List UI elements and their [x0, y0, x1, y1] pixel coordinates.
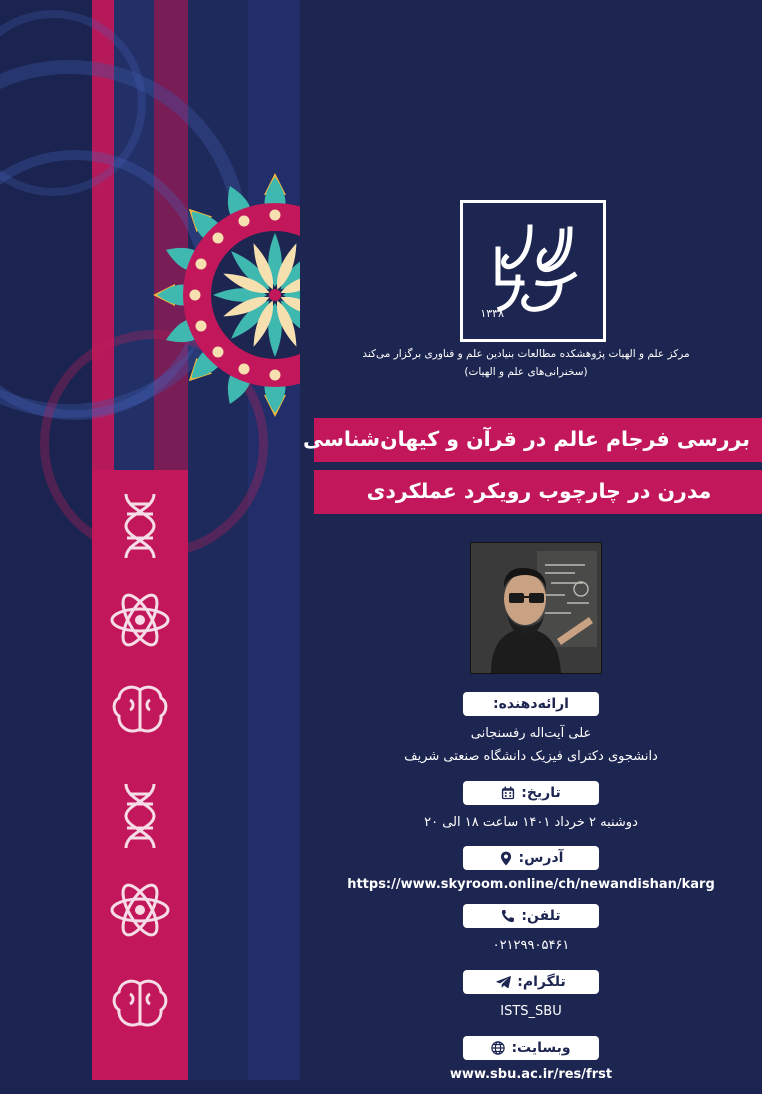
date-label-pill — [463, 781, 599, 805]
date-label: تاریخ: — [521, 784, 561, 801]
address-label-pill — [463, 846, 599, 870]
address-block — [300, 846, 762, 892]
presenter-label-pill — [463, 692, 599, 716]
brain-icon — [108, 682, 172, 738]
phone-block — [300, 904, 762, 958]
calendar-icon — [501, 786, 515, 800]
telegram-label-pill — [463, 970, 599, 994]
website-label: وبسایت: — [511, 1039, 571, 1056]
brain-icon — [108, 976, 172, 1032]
presenter-info — [300, 723, 762, 769]
phone-label: تلفن: — [521, 908, 561, 925]
band-stripe-blue-2 — [248, 0, 300, 1080]
website-value[interactable]: www.sbu.ac.ir/res/frst — [449, 1066, 613, 1082]
atom-icon — [108, 588, 172, 652]
address-label: آدرس: — [518, 850, 564, 867]
presenter-name: علی آیت‌اله رفسنجانی — [470, 726, 592, 741]
speaker-photo — [470, 542, 602, 674]
date-block — [300, 781, 762, 835]
organizer-info — [300, 346, 752, 382]
website-label-pill — [463, 1036, 599, 1060]
svg-text:۱۳۳۸: ۱۳۳۸ — [480, 307, 504, 320]
organizer-line-1: مرکز علم و الهیات پژوهشکده مطالعات بنیادین علم و فناوری برگزار می‌کند — [362, 348, 690, 360]
globe-icon — [491, 1041, 505, 1055]
mandala-ornament — [150, 170, 300, 420]
location-pin-icon — [499, 851, 513, 866]
telegram-value[interactable]: ISTS_SBU — [500, 1004, 562, 1019]
poster-title — [302, 418, 762, 522]
presenter-affiliation: دانشجوی دکترای فیزیک دانشگاه صنعتی شریف — [404, 748, 658, 764]
telegram-label: تلگرام: — [517, 974, 566, 990]
organizer-line-2: (سخنرانی‌های علم و الهیات) — [464, 365, 588, 378]
atom-icon — [108, 878, 172, 942]
telegram-block — [300, 970, 762, 1024]
event-details — [300, 692, 762, 1094]
decorative-band — [0, 0, 300, 1080]
logo-mark — [471, 211, 595, 331]
phone-icon — [501, 909, 515, 923]
science-icon-column — [92, 470, 188, 1080]
phone-value: ۰۲۱۲۹۹۰۵۴۶۱ — [492, 938, 570, 954]
title-line-2: مدرن در چارچوب رویکرد عملکردی — [314, 470, 762, 514]
university-logo — [460, 200, 606, 342]
address-value[interactable]: https://www.skyroom.online/ch/newandishan/karg — [347, 877, 715, 893]
website-block — [300, 1036, 762, 1082]
title-line-1: بررسی فرجام عالم در قرآن و کیهان‌شناسی — [314, 418, 762, 462]
phone-label-pill — [463, 904, 599, 928]
presenter-block — [300, 692, 762, 769]
dna-icon — [112, 490, 168, 562]
presenter-label: ارائه‌دهنده: — [493, 696, 569, 712]
telegram-icon — [496, 975, 511, 989]
dna-icon — [112, 780, 168, 852]
date-value: دوشنبه ۲ خرداد ۱۴۰۱ ساعت ۱۸ الی ۲۰ — [424, 814, 638, 830]
poster-content — [300, 0, 762, 1080]
